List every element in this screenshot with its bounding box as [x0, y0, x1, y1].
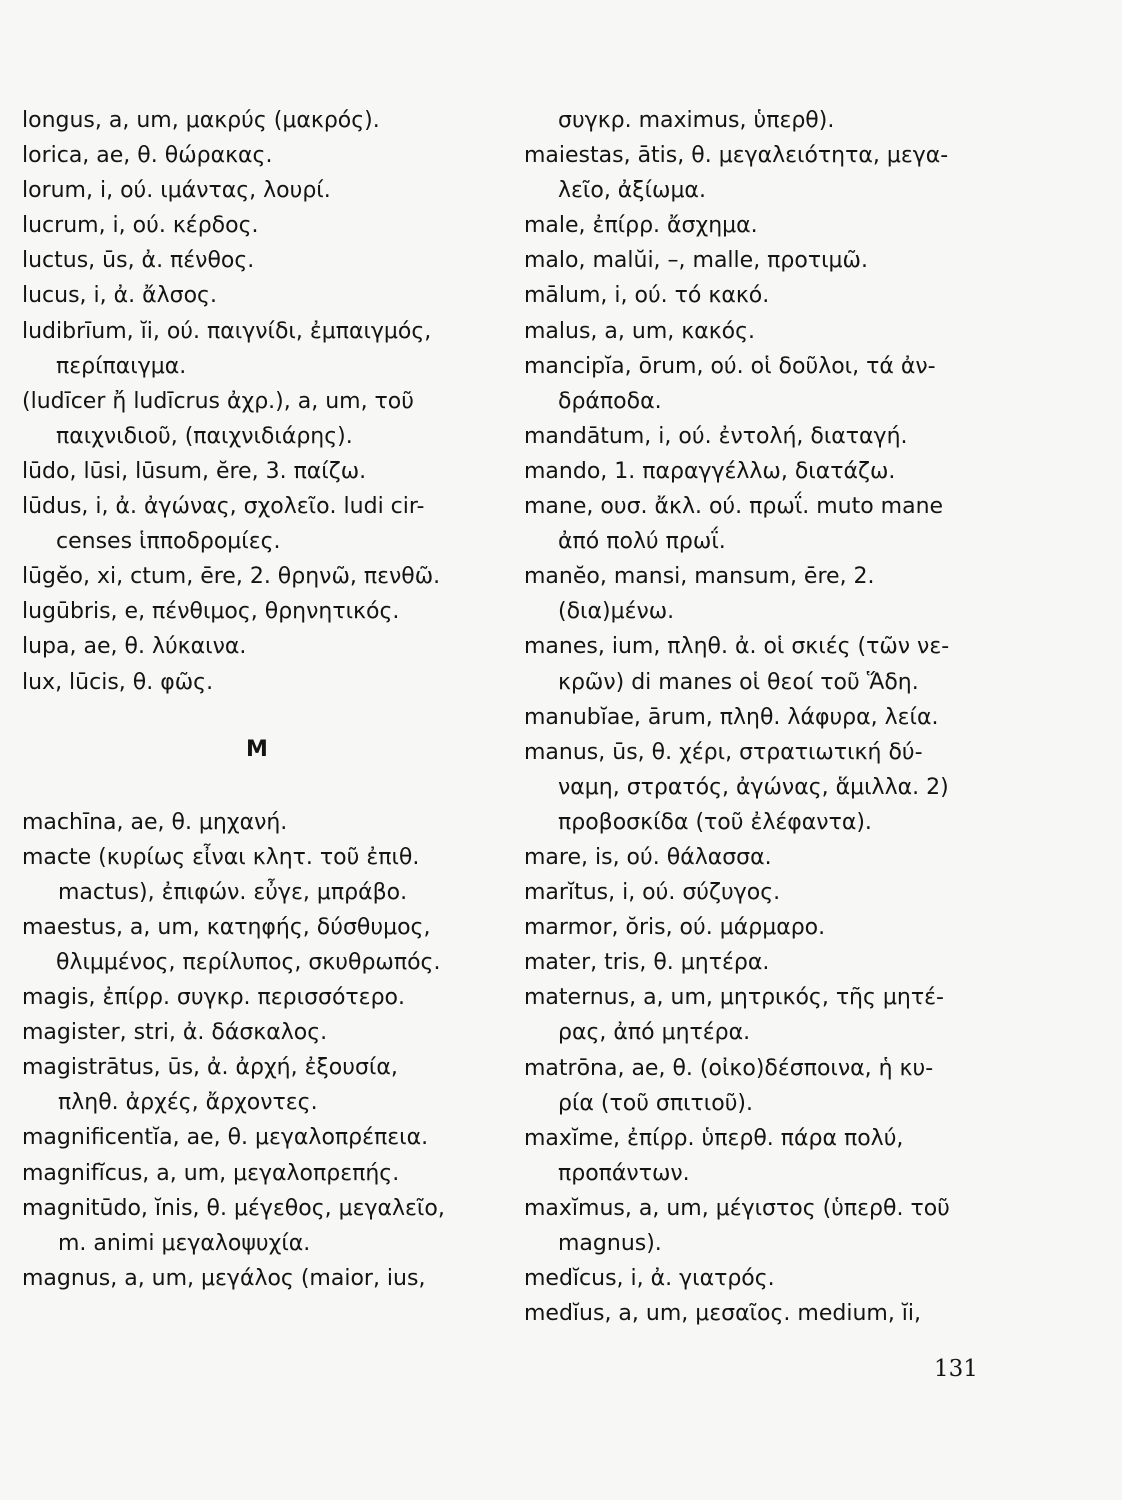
entry-line: magnificentĭa, ae, θ. μεγαλοπρέπεια. — [22, 1125, 429, 1151]
entry-line: medĭus, a, um, μεσαῖος. medium, ĭi, — [524, 1301, 922, 1327]
right-column — [524, 103, 974, 1331]
entry-line: lūdo, lūsi, lūsum, ĕre, 3. παίζω. — [22, 458, 367, 484]
entry-continuation: περίπαιγμα. — [56, 353, 187, 379]
entry-continuation: censes ἱπποδρομίες. — [56, 529, 281, 555]
entry-line: manus, ūs, θ. χέρι, στρατιωτική δύ- — [524, 739, 923, 765]
entry-line: marmor, ŏris, ού. μάρμαρο. — [524, 915, 826, 941]
entry-line: manĕo, mansi, mansum, ēre, 2. — [524, 564, 875, 590]
entry-line: lūdus, i, ἀ. ἀγώνας, σχολεῖο. ludi cir- — [22, 494, 425, 520]
entry-line: longus, a, um, μακρύς (μακρός). — [22, 108, 380, 133]
entry-continuation: παιχνιδιοῦ, (παιχνιδιάρης). — [56, 423, 353, 449]
entry-line: luctus, ūs, ἀ. πένθος. — [22, 248, 255, 274]
entry-line: mancipĭa, ōrum, ού. οἱ δοῦλοι, τά ἀν- — [524, 353, 936, 379]
entry-line: mando, 1. παραγγέλλω, διατάζω. — [524, 458, 896, 484]
entry-line: mater, tris, θ. μητέρα. — [524, 950, 770, 976]
entry-continuation: προβοσκίδα (τοῦ ἐλέφαντα). — [558, 809, 872, 835]
entry-line: medĭcus, i, ἀ. γιατρός. — [524, 1266, 775, 1292]
entry-line: lupa, ae, θ. λύκαινα. — [22, 634, 247, 660]
entry-line: maxĭmus, a, um, μέγιστος (ὑπερθ. τοῦ — [524, 1195, 950, 1221]
entry-line: marĭtus, i, ού. σύζυγος. — [524, 880, 781, 906]
entry-line: mane, ουσ. ἄκλ. ού. πρωΐ. muto mane — [524, 494, 944, 520]
entry-line: machīna, ae, θ. μηχανή. — [22, 809, 288, 835]
entry-line: lugūbris, e, πένθιμος, θρηνητικός. — [22, 599, 400, 625]
entry-line: mandātum, i, ού. ἐντολή, διαταγή. — [524, 423, 908, 449]
entry-continuation: προπάντων. — [558, 1160, 690, 1186]
entry-continuation: ναμη, στρατός, ἀγώνας, ἅμιλλα. 2) — [558, 774, 949, 800]
entry-line: manubĭae, ārum, πληθ. λάφυρα, λεία. — [524, 704, 939, 730]
entry-line: malus, a, um, κακός. — [524, 318, 756, 344]
entry-line: maestus, a, um, κατηφής, δύσθυμος, — [22, 914, 431, 940]
entry-continuation: (δια)μένω. — [558, 599, 675, 625]
entry-continuation: m. animi μεγαλοψυχία. — [58, 1230, 311, 1256]
section-spacer — [22, 770, 502, 805]
entry-line: maxĭme, ἐπίρρ. ὑπερθ. πάρα πολύ, — [524, 1125, 904, 1151]
entry-line: maternus, a, um, μητρικός, τῆς μητέ- — [524, 985, 944, 1011]
entry-line: maiestas, ātis, θ. μεγαλειότητα, μεγα- — [524, 143, 949, 169]
entry-continuation: δράποδα. — [558, 388, 662, 414]
entry-line: manes, ium, πληθ. ἀ. οἱ σκιές (τῶν νε- — [524, 634, 950, 660]
entry-line: magnifĭcus, a, um, μεγαλοπρεπής. — [22, 1160, 400, 1186]
section-letter-heading: M — [246, 736, 268, 762]
entry-continuation: κρῶν) di manes οἱ θεοί τοῦ Ἅδη. — [558, 669, 919, 695]
entry-line: magnus, a, um, μεγάλος (maior, ius, — [22, 1265, 426, 1291]
entry-line: magistrātus, ūs, ἀ. ἀρχή, ἐξουσία, — [22, 1055, 398, 1081]
entry-continuation: mactus), ἐπιφών. εὖγε, μπράβο. — [58, 879, 408, 905]
page-number: 131 — [934, 1356, 978, 1382]
entry-continuation: ἀπό πολύ πρωΐ. — [558, 529, 726, 555]
entry-line: male, ἐπίρρ. ἄσχημα. — [524, 213, 758, 239]
entry-continuation: ρας, ἀπό μητέρα. — [558, 1020, 751, 1046]
entry-line: mare, is, ού. θάλασσα. — [524, 844, 772, 870]
entry-line: lorum, i, ού. ιμάντας, λουρί. — [22, 178, 331, 204]
entry-continuation: θλιμμένος, περίλυπος, σκυθρωπός. — [56, 949, 441, 975]
entry-line: malo, malŭi, –, malle, προτιμῶ. — [524, 248, 868, 274]
entry-continuation: συγκρ. maximus, ὑπερθ). — [558, 108, 835, 133]
entry-continuation: λεῖο, ἀξίωμα. — [558, 178, 706, 204]
entry-line: (ludīcer ἤ ludīcrus ἀχρ.), a, um, τοῦ — [22, 388, 414, 414]
entry-line: lucus, i, ἀ. ἄλσος. — [22, 283, 217, 309]
entry-continuation: ρία (τοῦ σπιτιοῦ). — [558, 1090, 754, 1116]
entry-continuation: πληθ. ἀρχές, ἄρχοντες. — [58, 1090, 318, 1116]
entry-line: macte (κυρίως εἶναι κλητ. τοῦ ἐπιθ. — [22, 844, 420, 870]
entry-line: magister, stri, ἀ. δάσκαλος. — [22, 1020, 328, 1046]
entry-line: lucrum, i, ού. κέρδος. — [22, 213, 259, 239]
entry-line: ludibrīum, ĭi, ού. παιγνίδι, ἐμπαιγμός, — [22, 318, 432, 344]
left-column — [22, 103, 502, 1296]
entry-line: lorica, ae, θ. θώρακας. — [22, 143, 273, 169]
entry-continuation: magnus). — [558, 1231, 662, 1256]
entry-line: mālum, i, ού. τό κακό. — [524, 283, 770, 309]
entry-line: magis, ἐπίρρ. συγκρ. περισσότερο. — [22, 985, 405, 1011]
entry-line: magnitūdo, ĭnis, θ. μέγεθος, μεγαλεῖο, — [22, 1195, 445, 1221]
entry-line: lūgĕo, xi, ctum, ēre, 2. θρηνῶ, πενθῶ. — [22, 564, 441, 590]
entry-line: lux, lūcis, θ. φῶς. — [22, 669, 214, 695]
entry-line: matrōna, ae, θ. (οἰκο)δέσποινα, ἡ κυ- — [524, 1055, 934, 1081]
